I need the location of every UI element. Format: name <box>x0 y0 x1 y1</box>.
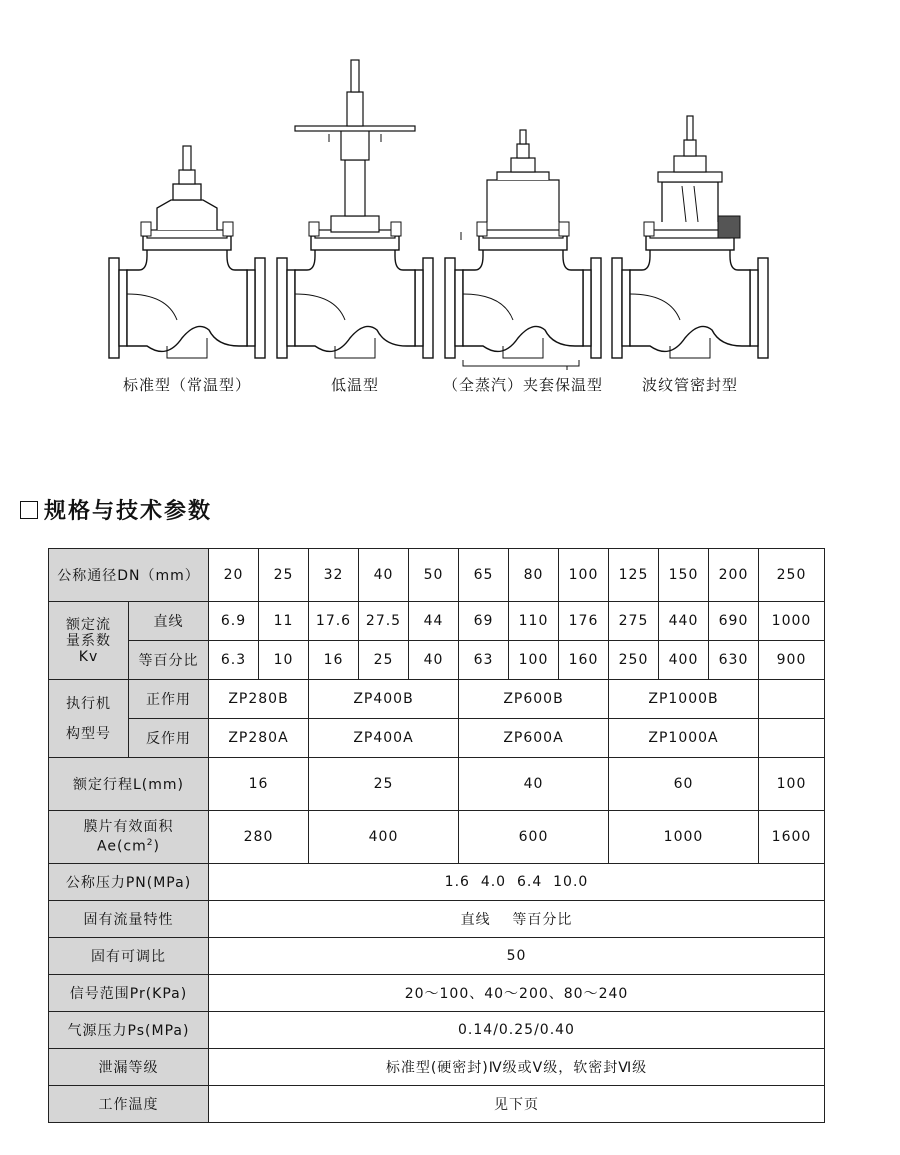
diaphragm-cell: 1600 <box>759 811 825 864</box>
spec-row-temperature <box>49 1086 825 1123</box>
stroke-cell: 100 <box>759 758 825 811</box>
stroke-row <box>49 758 825 811</box>
kv-cell: 275 <box>609 602 659 641</box>
diaphragm-cell: 600 <box>459 811 609 864</box>
spec-row-value: 20～100、40～200、80～240 <box>209 975 825 1012</box>
actuator-cell: ZP400A <box>309 719 459 758</box>
actuator-cell: ZP280B <box>209 680 309 719</box>
dn-cell: 40 <box>359 549 409 602</box>
actuator-label-line: 构型号 <box>66 725 111 742</box>
kv-linear-label: 直线 <box>129 602 209 641</box>
stroke-cell: 25 <box>309 758 459 811</box>
kv-cell: 10 <box>259 641 309 680</box>
kv-label <box>49 602 129 680</box>
spec-row-value: 直线 等百分比 <box>209 901 825 938</box>
kv-cell: 44 <box>409 602 459 641</box>
actuator-cell <box>759 680 825 719</box>
dn-row <box>49 549 825 602</box>
kv-equal-row <box>49 641 825 680</box>
kv-label-line: 额定流 <box>66 616 111 633</box>
stroke-cell: 40 <box>459 758 609 811</box>
actuator-reverse-row <box>49 719 825 758</box>
diaphragm-label-line: 膜片有效面积 <box>83 819 174 836</box>
kv-cell: 1000 <box>759 602 825 641</box>
spec-row-value: 1.6 4.0 6.4 10.0 <box>209 864 825 901</box>
kv-cell: 17.6 <box>309 602 359 641</box>
diaphragm-cell: 400 <box>309 811 459 864</box>
actuator-cell: ZP600A <box>459 719 609 758</box>
kv-cell: 440 <box>659 602 709 641</box>
kv-cell: 160 <box>559 641 609 680</box>
spec-row-label: 固有流量特性 <box>49 901 209 938</box>
figure-caption-standard: 标准型（常温型） <box>122 376 252 394</box>
dn-cell: 50 <box>409 549 459 602</box>
kv-cell: 100 <box>509 641 559 680</box>
spec-row-leakage <box>49 1049 825 1086</box>
kv-cell: 63 <box>459 641 509 680</box>
section-title <box>20 494 212 525</box>
stroke-cell: 16 <box>209 758 309 811</box>
spec-row-label: 公称压力PN(MPa) <box>49 864 209 901</box>
dn-cell: 150 <box>659 549 709 602</box>
diaphragm-label-line <box>49 835 208 855</box>
actuator-label-line: 执行机 <box>66 695 111 712</box>
kv-cell: 6.9 <box>209 602 259 641</box>
spec-row-label: 工作温度 <box>49 1086 209 1123</box>
actuator-cell: ZP400B <box>309 680 459 719</box>
diaphragm-cell: 1000 <box>609 811 759 864</box>
spec-row-label: 气源压力Ps(MPa) <box>49 1012 209 1049</box>
dn-cell: 250 <box>759 549 825 602</box>
spec-row-label: 信号范围Pr(KPa) <box>49 975 209 1012</box>
kv-cell: 40 <box>409 641 459 680</box>
spec-row-value: 0.14/0.25/0.40 <box>209 1012 825 1049</box>
spec-row-label: 泄漏等级 <box>49 1049 209 1086</box>
spec-row-value: 标准型(硬密封)Ⅳ级或Ⅴ级，软密封Ⅵ级 <box>209 1049 825 1086</box>
checkbox-square-icon <box>20 501 38 519</box>
stroke-cell: 60 <box>609 758 759 811</box>
kv-cell: 11 <box>259 602 309 641</box>
dn-cell: 125 <box>609 549 659 602</box>
kv-cell: 69 <box>459 602 509 641</box>
kv-cell: 176 <box>559 602 609 641</box>
kv-equal-label: 等百分比 <box>129 641 209 680</box>
spec-row-air-supply <box>49 1012 825 1049</box>
kv-cell: 250 <box>609 641 659 680</box>
bellows-valve-drawing <box>612 116 768 358</box>
dn-cell: 100 <box>559 549 609 602</box>
actuator-direct-row <box>49 680 825 719</box>
figure-caption-low-temperature: 低温型 <box>330 376 380 394</box>
actuator-direct-label: 正作用 <box>129 680 209 719</box>
spec-table <box>48 548 825 1123</box>
spec-row-value: 见下页 <box>209 1086 825 1123</box>
kv-label-line: Kv <box>78 648 99 665</box>
valve-drawings <box>0 0 900 370</box>
figure-caption-bellows: 波纹管密封型 <box>641 376 739 394</box>
actuator-cell: ZP280A <box>209 719 309 758</box>
actuator-cell: ZP1000A <box>609 719 759 758</box>
kv-cell: 690 <box>709 602 759 641</box>
kv-cell: 6.3 <box>209 641 259 680</box>
standard-valve-drawing <box>109 146 265 358</box>
kv-cell: 27.5 <box>359 602 409 641</box>
spec-row-pressure <box>49 864 825 901</box>
actuator-cell <box>759 719 825 758</box>
kv-cell: 110 <box>509 602 559 641</box>
section-title-text: 规格与技术参数 <box>44 499 213 524</box>
dn-cell: 20 <box>209 549 259 602</box>
diaphragm-cell: 280 <box>209 811 309 864</box>
dn-cell: 200 <box>709 549 759 602</box>
spec-row-flow-characteristic <box>49 901 825 938</box>
low-temperature-valve-drawing <box>277 60 433 358</box>
actuator-reverse-label: 反作用 <box>129 719 209 758</box>
kv-cell: 630 <box>709 641 759 680</box>
spec-row-rangeability <box>49 938 825 975</box>
kv-cell: 400 <box>659 641 709 680</box>
valve-figures <box>0 0 900 420</box>
actuator-cell: ZP600B <box>459 680 609 719</box>
actuator-cell: ZP1000B <box>609 680 759 719</box>
dn-cell: 80 <box>509 549 559 602</box>
dn-cell: 32 <box>309 549 359 602</box>
diaphragm-unit-end: ) <box>153 838 160 855</box>
diaphragm-label <box>49 811 209 864</box>
jacketed-valve-drawing <box>445 130 601 370</box>
dn-cell: 25 <box>259 549 309 602</box>
diaphragm-unit: Ae(cm <box>97 838 147 855</box>
spec-row-value: 50 <box>209 938 825 975</box>
diaphragm-unit-sup: 2 <box>146 838 154 849</box>
dn-cell: 65 <box>459 549 509 602</box>
stroke-label: 额定行程L(mm) <box>49 758 209 811</box>
kv-label-line: 量系数 <box>66 632 111 649</box>
actuator-label <box>49 680 129 758</box>
figure-caption-jacketed: （全蒸汽）夹套保温型 <box>442 376 604 394</box>
kv-cell: 25 <box>359 641 409 680</box>
spec-row-label: 固有可调比 <box>49 938 209 975</box>
kv-linear-row <box>49 602 825 641</box>
kv-cell: 900 <box>759 641 825 680</box>
spec-row-signal-range <box>49 975 825 1012</box>
diaphragm-row <box>49 811 825 864</box>
kv-cell: 16 <box>309 641 359 680</box>
dn-header: 公称通径DN（mm） <box>49 549 209 602</box>
